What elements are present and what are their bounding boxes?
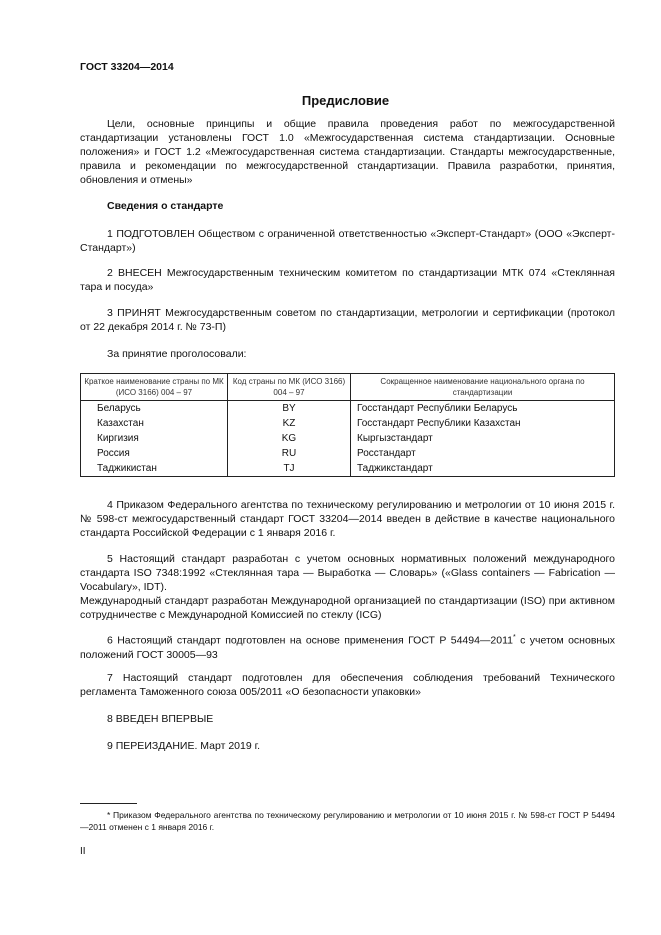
item-6-text: 6 Настоящий стандарт подготовлен на основе применения ГОСТ Р 54494—2011 — [107, 634, 514, 647]
item-8 — [80, 712, 615, 726]
item-2 — [80, 266, 615, 294]
item-1-text: 1 ПОДГОТОВЛЕН Обществом с ограниченной ответственностью «Эксперт-Стандарт» (ООО «Эксперт-Стандарт») — [80, 228, 615, 254]
table-header-row — [81, 374, 615, 401]
item-2-text: 2 ВНЕСЕН Межгосударственным техническим комитетом по стандартизации МТК 074 «Стеклянная тара и посуда» — [80, 267, 615, 293]
item-3-text: 3 ПРИНЯТ Межгосударственным советом по стандартизации, метрологии и сертификации (протокол от 22 декабря 2014 г. № 73-П) — [80, 307, 615, 333]
country-code: KG — [228, 431, 351, 446]
vote-label — [80, 347, 615, 361]
vote-label-text: За принятие проголосовали: — [107, 348, 247, 360]
footnote-marker: * — [513, 634, 516, 641]
table-header-country: Краткое наименование страны по МК (ИСО 3166) 004 – 97 — [81, 374, 228, 401]
table-row — [81, 401, 615, 417]
table-row — [81, 461, 615, 477]
item-6 — [80, 631, 615, 662]
document-code-header: ГОСТ 33204—2014 — [80, 61, 174, 73]
item-5-text: 5 Настоящий стандарт разработан с учетом основных нормативных положений международного стандарта ISO 7348:1992 «Стеклянная тара — Выработка — Словарь» («Glass containers — Fabrication — Vocabulary», IDT). — [80, 553, 615, 593]
item-7 — [80, 671, 615, 699]
item-9-text: 9 ПЕРЕИЗДАНИЕ. Март 2019 г. — [107, 740, 261, 752]
table-row — [81, 431, 615, 446]
country-code: RU — [228, 446, 351, 461]
authority-name: Таджикстандарт — [351, 461, 615, 477]
item-3 — [80, 306, 615, 334]
country-code: BY — [228, 401, 351, 417]
item-7-text: 7 Настоящий стандарт подготовлен для обеспечения соблюдения требований Технического регламента Таможенного союза 005/2011 «О безопасности упаковки» — [80, 672, 615, 698]
table-header-code: Код страны по МК (ИСО 3166) 004 – 97 — [228, 374, 351, 401]
item-1 — [80, 227, 615, 255]
item-4-text: 4 Приказом Федерального агентства по техническому регулированию и метрологии от 10 июня 2015 г. № 598-ст межгосударственный стандарт ГОСТ 33204—2014 введен в действие в качестве национального стандарта Российской Федерации с 1 января 2016 г. — [80, 499, 615, 539]
footnote-divider — [80, 803, 137, 804]
item-5 — [80, 552, 615, 622]
authority-name: Кыргызстандарт — [351, 431, 615, 446]
item-5-note: Международный стандарт разработан Международной организацией по стандартизации (ISO) при активном сотрудничестве с Международной Комиссией по стеклу (ICG) — [80, 595, 615, 621]
intro-paragraph — [80, 117, 615, 187]
country-name: Беларусь — [81, 401, 228, 417]
country-code: TJ — [228, 461, 351, 477]
country-name: Казахстан — [81, 416, 228, 431]
section-subtitle: Сведения о стандарте — [107, 200, 224, 212]
item-6-tail: с учетом основных положений ГОСТ 30005—93 — [80, 634, 615, 661]
authority-name: Росстандарт — [351, 446, 615, 461]
footnote — [80, 809, 615, 833]
table-row — [81, 446, 615, 461]
intro-text: Цели, основные принципы и общие правила проведения работ по межгосударственной стандартизации установлены ГОСТ 1.0 «Межгосударственная система стандартизации. Основные положения» и ГОСТ 1.2 «Межгосударственная система стандартизации. Стандарты межгосударственные, правила и рекомендации по межгосударственной стандартизации. Правила разработки, принятия, обновления и отмены» — [80, 118, 615, 186]
page-number: II — [80, 846, 86, 857]
table-header-authority: Сокращенное наименование национального органа по стандартизации — [351, 374, 615, 401]
country-name: Киргизия — [81, 431, 228, 446]
country-name: Таджикистан — [81, 461, 228, 477]
page-title: Предисловие — [301, 93, 390, 108]
countries-table — [80, 373, 615, 477]
authority-name: Госстандарт Республики Беларусь — [351, 401, 615, 417]
item-4 — [80, 498, 615, 540]
footnote-text: * Приказом Федерального агентства по техническому регулированию и метрологии от 10 июня 2015 г. № 598-ст ГОСТ Р 54494—2011 отменен с 1 января 2016 г. — [80, 810, 615, 832]
country-code: KZ — [228, 416, 351, 431]
item-8-text: 8 ВВЕДЕН ВПЕРВЫЕ — [107, 713, 214, 725]
country-name: Россия — [81, 446, 228, 461]
item-9 — [80, 739, 615, 753]
authority-name: Госстандарт Республики Казахстан — [351, 416, 615, 431]
table-row — [81, 416, 615, 431]
